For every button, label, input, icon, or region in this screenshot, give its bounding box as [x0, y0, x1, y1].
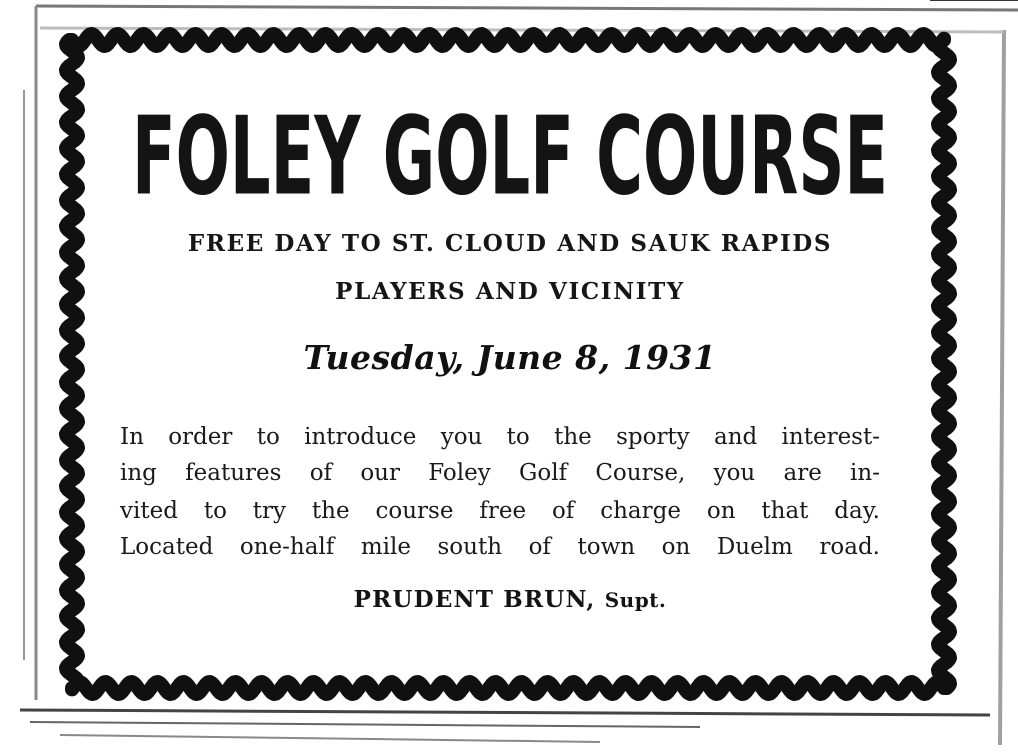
subhead-line-1: FREE DAY TO ST. CLOUD AND SAUK RAPIDS: [187, 230, 833, 257]
body-text-line: ing features of our Foley Golf Course, you are in-: [120, 460, 880, 486]
body-text-line: vited to try the course free of charge on that day.: [120, 498, 880, 524]
signature-title: Supt.: [604, 588, 667, 612]
headline-text: FOLEY GOLF COURSE: [132, 94, 889, 212]
advertisement: [100, 88, 920, 648]
signature: [100, 586, 920, 613]
body-text-line: In order to introduce you to the sporty and interest-: [120, 424, 880, 450]
headline: [130, 88, 890, 212]
signature-name: PRUDENT BRUN,: [353, 586, 596, 613]
subhead-line-2: PLAYERS AND VICINITY: [335, 278, 685, 305]
event-date: Tuesday, June 8, 1931: [303, 338, 717, 377]
body-text-line: Located one-half mile south of town on Duelm road.: [120, 534, 880, 560]
